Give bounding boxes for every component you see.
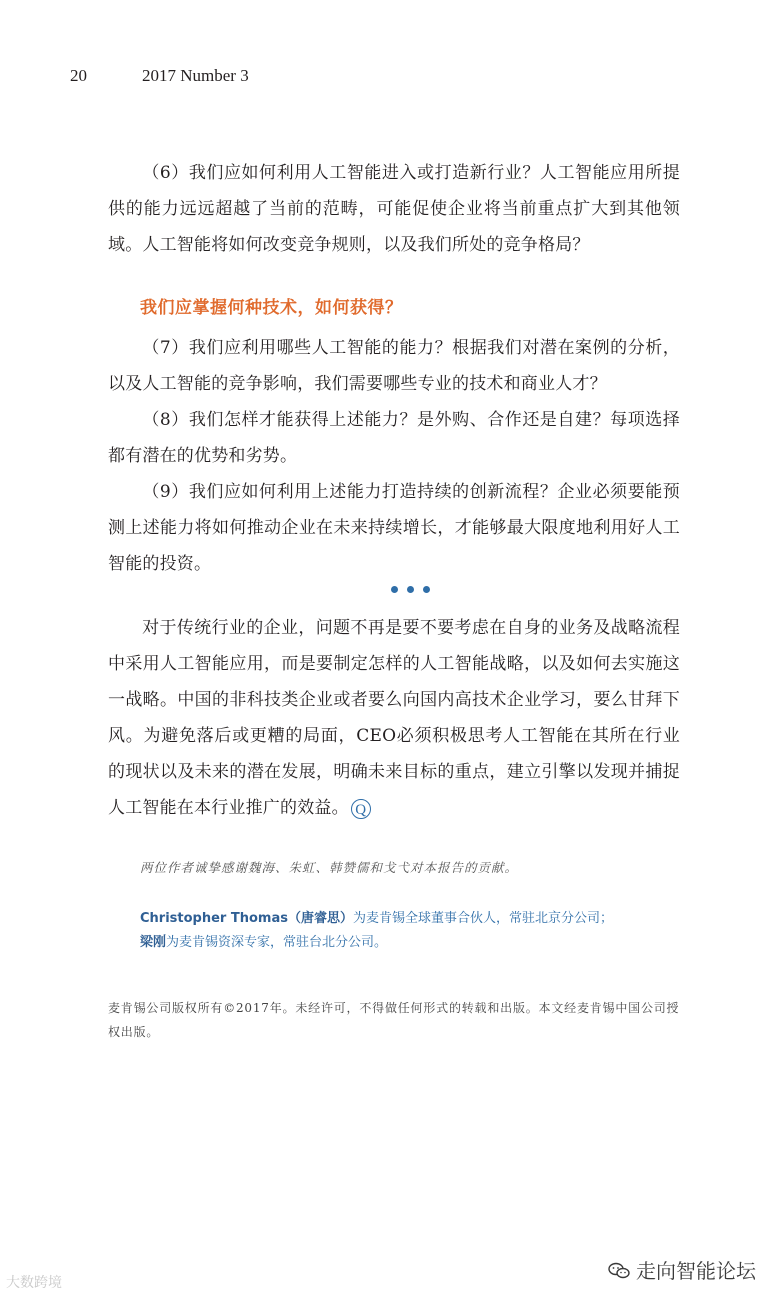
watermark-left — [6, 1272, 62, 1292]
section-divider-dots — [391, 586, 430, 593]
paragraph-9-text: （9）我们应如何利用上述能力打造持续的创新流程？企业必须要能预测上述能力将如何推动企业在未来持续增长，才能够最大限度地利用好人工智能的投资。 — [108, 482, 680, 574]
conclusion-paragraph — [108, 610, 680, 826]
watermark-right-text: 走向智能论坛 — [636, 1259, 756, 1283]
paragraph-8 — [108, 402, 680, 474]
issue-label: 2017 Number 3 — [142, 66, 249, 85]
end-mark-icon: Q — [351, 799, 371, 819]
author-line-2 — [140, 931, 387, 950]
paragraph-6 — [108, 155, 680, 263]
paragraph-6-text: （6）我们应如何利用人工智能进入或打造新行业？人工智能应用所提供的能力远远超越了当前的范畴，可能促使企业将当前重点扩大到其他领域。人工智能将如何改变竞争规则，以及我们所处的竞争格局？ — [108, 163, 680, 255]
author-desc: 为麦肯锡全球董事合伙人，常驻北京分公司； — [352, 911, 613, 926]
divider-dot — [423, 586, 430, 593]
acknowledgement: 两位作者诚挚感谢魏海、朱虹、韩赞儒和戈弋对本报告的贡献。 — [140, 860, 519, 875]
page-number: 20 — [70, 66, 87, 85]
paragraph-7-text: （7）我们应利用哪些人工智能的能力？根据我们对潜在案例的分析，以及人工智能的竞争影响，我们需要哪些专业的技术和商业人才？ — [108, 338, 680, 394]
author-line-1 — [140, 907, 613, 926]
copyright-notice: 麦肯锡公司版权所有©2017年。未经许可，不得做任何形式的转载和出版。本文经麦肯锡中国公司授权出版。 — [108, 1001, 680, 1039]
author-desc: 为麦肯锡资深专家，常驻台北分公司。 — [166, 935, 388, 950]
watermark-right — [608, 1255, 756, 1284]
author-name: Christopher Thomas（唐睿思） — [140, 911, 353, 926]
watermark-left-text: 大数跨境 — [6, 1275, 62, 1291]
section-heading: 我们应掌握何种技术，如何获得？ — [140, 298, 403, 318]
wechat-icon — [608, 1261, 630, 1279]
author-name: 梁刚 — [140, 935, 167, 950]
divider-dot — [391, 586, 398, 593]
paragraph-8-text: （8）我们怎样才能获得上述能力？是外购、合作还是自建？每项选择都有潜在的优势和劣势。 — [108, 410, 680, 466]
conclusion-text: 对于传统行业的企业，问题不再是要不要考虑在自身的业务及战略流程中采用人工智能应用，而是要制定怎样的人工智能战略，以及如何去实施这一战略。中国的非科技类企业或者要么向国内高技术企业学习，要么甘拜下风。为避免落后或更糟的局面，CEO必须积极思考人工智能在其所在行业的现状以及未来的潜在发展，明确未来目标的重点，建立引擎以发现并捕捉人工智能在本行业推广的效益。 — [108, 618, 680, 818]
paragraph-7 — [108, 330, 680, 402]
paragraph-9 — [108, 474, 680, 582]
divider-dot — [407, 586, 414, 593]
